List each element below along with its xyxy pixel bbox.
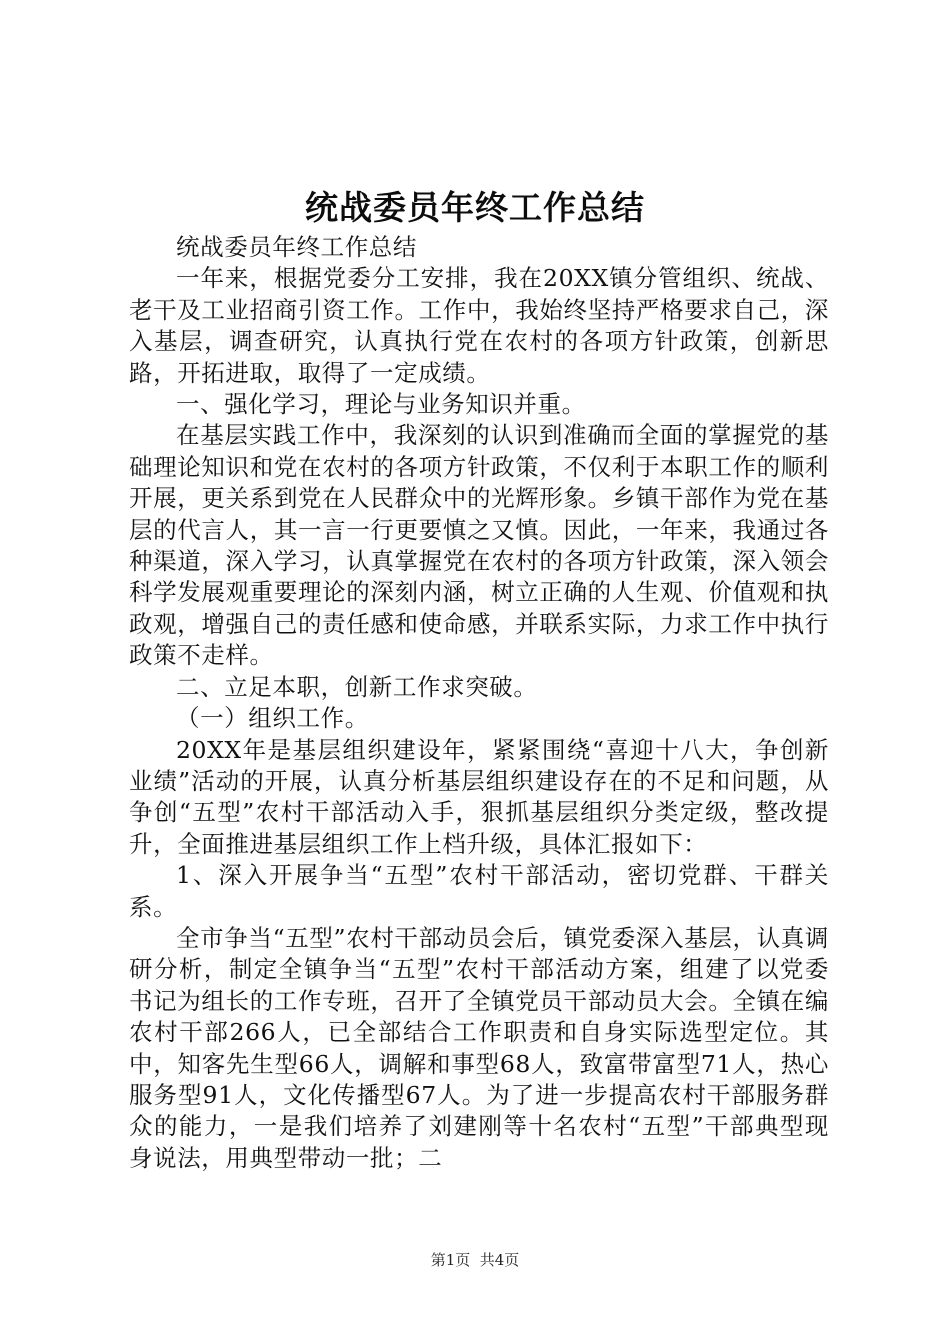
paragraph-intro: 一年来，根据党委分工安排，我在20XX镇分管组织、统战、老干及工业招商引资工作。工作中，我始终坚持严格要求自己，深入基层，调查研究，认真执行党在农村的各项方针政策，创新思路，开拓进取，取得了一定成绩。 <box>129 264 829 387</box>
page-number: 第1页 共4页 <box>430 1251 520 1269</box>
section-heading-2: 二、立足本职，创新工作求突破。 <box>176 672 538 701</box>
document-title: 统战委员年终工作总结 <box>305 188 645 227</box>
item-heading-1: 1、深入开展争当“五型”农村干部活动，密切党群、干群关系。 <box>129 861 829 921</box>
paragraph-five-types: 全市争当“五型”农村干部动员会后，镇党委深入基层，认真调研分析，制定全镇争当“五型”农村干部活动方案，组建了以党委书记为组长的工作专班，召开了全镇党员干部动员大会。全镇在编农村干部266人，已全部结合工作职责和自身实际选型定位。其中，知客先生型66人，调解和事型68人，致富带富型71人，热心服务型91人，文化传播型67人。为了进一步提高农村干部服务群众的能力，一是我们培养了刘建刚等十名农村“五型”干部典型现身说法，用典型带动一批；二 <box>129 923 829 1172</box>
paragraph-subtitle: 统战委员年终工作总结 <box>176 233 417 261</box>
subsection-heading-1: （一）组织工作。 <box>176 704 369 733</box>
paragraph-organization: 20XX年是基层组织建设年，紧紧围绕“喜迎十八大，争创新业绩”活动的开展，认真分析基层组织建设存在的不足和问题，从争创“五型”农村干部活动入手，狠抓基层组织分类定级，整改提升，全面推进基层组织工作上档升级，具体汇报如下： <box>129 735 829 858</box>
page-footer <box>0 1249 950 1271</box>
section-heading-1: 一、强化学习，理论与业务知识并重。 <box>176 390 586 419</box>
document-body <box>129 232 829 1174</box>
paragraph-study: 在基层实践工作中，我深刻的认识到准确而全面的掌握党的基础理论知识和党在农村的各项方针政策，不仅利于本职工作的顺利开展，更关系到党在人民群众中的光辉形象。乡镇干部作为党在基层的代言人，其一言一行更要慎之又慎。因此，一年来，我通过各种渠道，深入学习，认真掌握党在农村的各项方针政策，深入领会科学发展观重要理论的深刻内涵，树立正确的人生观、价值观和执政观，增强自己的责任感和使命感，并联系实际，力求工作中执行政策不走样。 <box>129 421 829 670</box>
